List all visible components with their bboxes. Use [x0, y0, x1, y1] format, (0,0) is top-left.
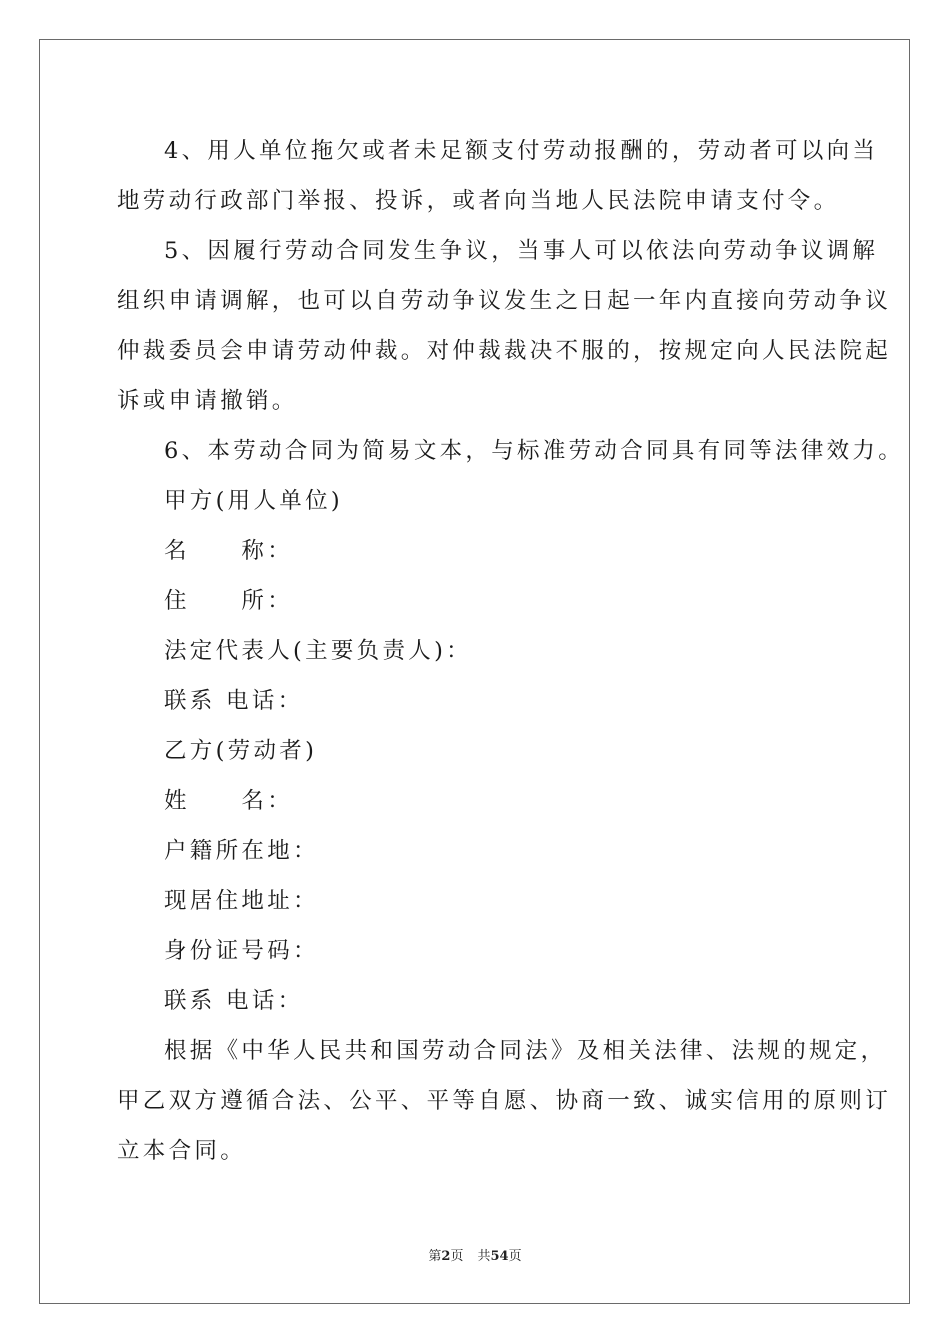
- party-b-residence-field: 现居住地址：: [164, 888, 319, 914]
- party-b-phone-field: 联系 电话：: [164, 988, 304, 1014]
- page-suffix: 页: [450, 1249, 464, 1264]
- party-b-name-field: 姓 名：: [164, 788, 294, 814]
- party-a-phone-field: 联系 电话：: [164, 688, 304, 714]
- total-suffix: 页: [508, 1249, 522, 1264]
- party-a-address-field: 住 所：: [164, 588, 294, 614]
- party-b-household-field: 户籍所在地：: [164, 838, 319, 864]
- party-b-heading: 乙方(劳动者): [164, 738, 318, 764]
- page-number: 2: [441, 1249, 451, 1264]
- paragraph-line: 仲裁委员会申请劳动仲裁。对仲裁裁决不服的，按规定向人民法院起: [117, 338, 892, 364]
- page-footer: [0, 1248, 950, 1266]
- paragraph-line: 组织申请调解，也可以自劳动争议发生之日起一年内直接向劳动争议: [117, 288, 892, 314]
- page-prefix: 第: [428, 1249, 442, 1264]
- paragraph-line: 甲乙双方遵循合法、公平、平等自愿、协商一致、诚实信用的原则订: [117, 1088, 892, 1114]
- party-a-name-field: 名 称：: [164, 538, 294, 564]
- party-a-heading: 甲方(用人单位): [164, 488, 343, 514]
- total-pages: 54: [490, 1249, 509, 1264]
- paragraph-line: 5、因履行劳动合同发生争议，当事人可以依法向劳动争议调解: [164, 238, 879, 264]
- party-b-id-field: 身份证号码：: [164, 938, 319, 964]
- paragraph-line: 立本合同。: [117, 1138, 247, 1164]
- document-body: [117, 126, 905, 1176]
- paragraph-line: 根据《中华人民共和国劳动合同法》及相关法律、法规的规定，: [164, 1038, 887, 1064]
- paragraph-line: 4、用人单位拖欠或者未足额支付劳动报酬的，劳动者可以向当: [164, 138, 879, 164]
- total-prefix: 共: [477, 1249, 491, 1264]
- paragraph-line: 地劳动行政部门举报、投诉，或者向当地人民法院申请支付令。: [117, 188, 840, 214]
- party-a-representative-field: 法定代表人(主要负责人)：: [164, 638, 472, 664]
- paragraph-line: 诉或申请撤销。: [117, 388, 298, 414]
- paragraph-line: 6、本劳动合同为简易文本，与标准劳动合同具有同等法律效力。: [164, 438, 905, 464]
